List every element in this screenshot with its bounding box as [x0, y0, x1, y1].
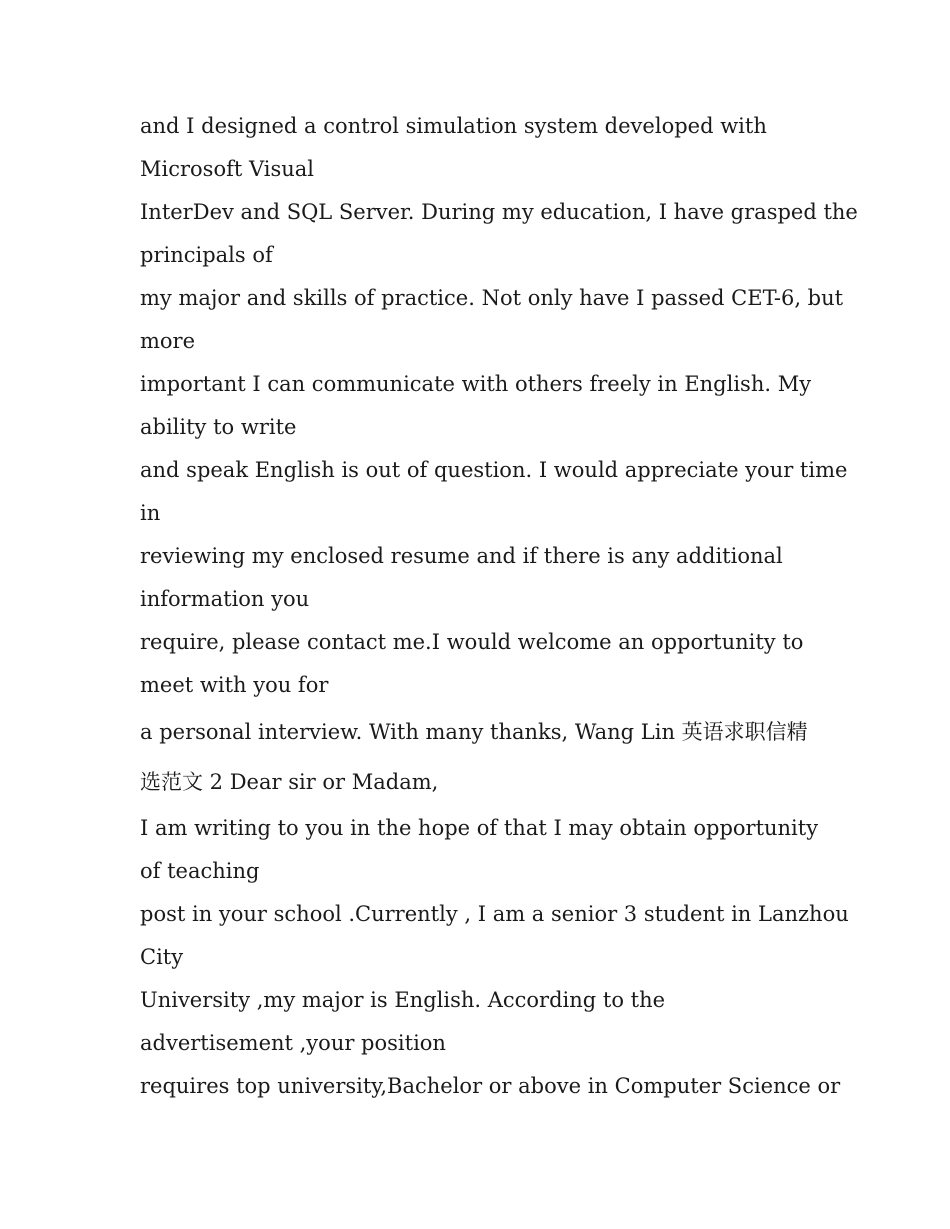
text-line: of teaching [140, 859, 260, 883]
text-line: principals of [140, 243, 273, 267]
text-line: InterDev and SQL Server. During my education, I have grasped the [140, 200, 858, 224]
text-line: and I designed a control simulation system developed with [140, 114, 767, 138]
text-line: Microsoft Visual [140, 157, 315, 181]
text-line: City [140, 945, 184, 969]
text-line: advertisement ,your position [140, 1031, 446, 1055]
text-line: meet with you for [140, 673, 329, 697]
text-line: University ,my major is English. According to the [140, 988, 666, 1012]
text-line: 选范文 2 Dear sir or Madam, [140, 770, 439, 794]
text-line: information you [140, 587, 310, 611]
text-line: reviewing my enclosed resume and if there is any additional [140, 544, 783, 568]
text-line: more [140, 329, 196, 353]
text-line: requires top university,Bachelor or above in Computer Science or [140, 1074, 841, 1098]
text-line: a personal interview. With many thanks, Wang Lin 英语求职信精 [140, 720, 808, 744]
text-line: I am writing to you in the hope of that I may obtain opportunity [140, 816, 819, 840]
text-line: in [140, 501, 161, 525]
document-body [140, 105, 858, 1108]
text-line: ability to write [140, 415, 297, 439]
text-line: my major and skills of practice. Not only have I passed CET-6, but [140, 286, 844, 310]
text-line: require, please contact me.I would welcome an opportunity to [140, 630, 804, 654]
text-line: important I can communicate with others freely in English. My [140, 372, 812, 396]
text-line: post in your school .Currently , I am a senior 3 student in Lanzhou [140, 902, 849, 926]
text-line: and speak English is out of question. I would appreciate your time [140, 458, 848, 482]
